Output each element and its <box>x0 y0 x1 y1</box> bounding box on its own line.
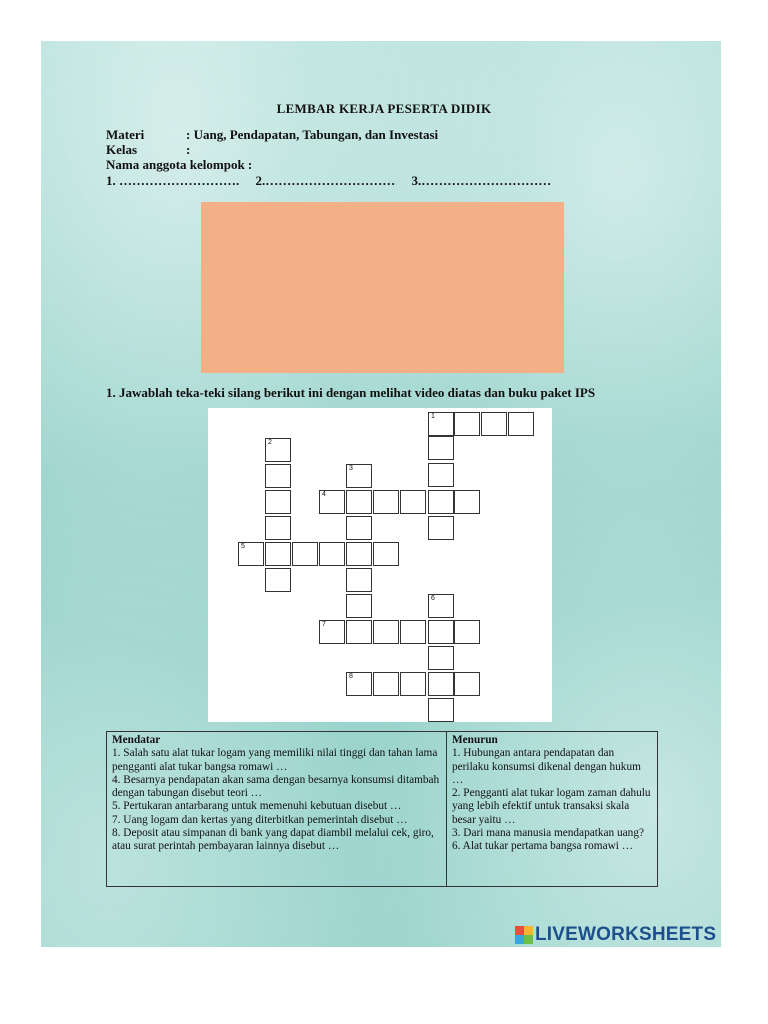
kelas-value: : <box>186 142 191 157</box>
materi-value: : Uang, Pendapatan, Tabungan, dan Investasi <box>186 127 439 142</box>
across-heading: Mendatar <box>112 734 161 746</box>
crossword-cell[interactable] <box>428 620 454 644</box>
down-clues <box>447 732 657 886</box>
members-line: 1. ………………………. 2.………………………… 3.………………………… <box>106 173 552 188</box>
question-1: 1. Jawablah teka-teki silang berikut ini dengan melihat video diatas dan buku paket IPS <box>106 385 596 400</box>
crossword-cell[interactable] <box>319 542 345 566</box>
clue-number: 5 <box>241 543 245 550</box>
clue-number: 1 <box>431 413 435 420</box>
video-placeholder[interactable] <box>201 202 564 373</box>
crossword-cell[interactable] <box>265 490 291 514</box>
crossword-cell[interactable] <box>428 672 454 696</box>
crossword-cell[interactable] <box>428 436 454 460</box>
clue-down-6: 6. Alat tukar pertama bangsa romawi … <box>452 840 634 853</box>
clue-number: 8 <box>349 673 353 680</box>
crossword-cell[interactable] <box>292 542 318 566</box>
clue-number: 4 <box>322 491 326 498</box>
clue-number: 6 <box>431 595 435 602</box>
crossword-cell[interactable] <box>428 516 454 540</box>
clue-across-5: 5. Pertukaran antarbarang untuk memenuhi kebutuan disebut … <box>112 800 402 813</box>
materi-row <box>106 127 438 143</box>
crossword-cell[interactable] <box>454 620 480 644</box>
crossword-cell[interactable] <box>346 594 372 618</box>
clue-across-7: 7. Uang logam dan kertas yang diterbitkan pemerintah disebut … <box>112 813 408 826</box>
crossword-cell[interactable] <box>428 646 454 670</box>
crossword-cell[interactable] <box>346 672 372 696</box>
crossword-cell[interactable] <box>454 672 480 696</box>
crossword-cell[interactable] <box>481 412 507 436</box>
crossword-cell[interactable] <box>265 464 291 488</box>
crossword-cell[interactable] <box>265 438 291 462</box>
crossword-cell[interactable] <box>428 490 454 514</box>
crossword-cell[interactable] <box>346 464 372 488</box>
clues-table <box>106 731 658 887</box>
crossword-cell[interactable] <box>373 490 399 514</box>
crossword-cell[interactable] <box>373 542 399 566</box>
liveworksheets-logo-icon <box>515 926 533 944</box>
anggota-label: Nama anggota kelompok : <box>106 157 253 172</box>
crossword-cell[interactable] <box>373 620 399 644</box>
kelas-row <box>106 142 190 158</box>
crossword-cell[interactable] <box>346 516 372 540</box>
logo-text: LIVEWORKSHEETS <box>535 924 717 945</box>
crossword-cell[interactable] <box>400 672 426 696</box>
materi-label: Materi <box>106 127 145 142</box>
crossword-cell[interactable] <box>238 542 264 566</box>
crossword-cell[interactable] <box>454 490 480 514</box>
crossword-cell[interactable] <box>265 516 291 540</box>
clue-down-2: 2. Pengganti alat tukar logam zaman dahulu yang lebih efektif untuk transaksi skala besar yaitu … <box>452 787 651 826</box>
liveworksheets-logo[interactable] <box>515 924 716 946</box>
clue-down-3: 3. Dari mana manusia mendapatkan uang? <box>452 827 644 840</box>
crossword-cell[interactable] <box>265 568 291 592</box>
crossword-cell[interactable] <box>454 412 480 436</box>
across-clues <box>107 732 447 886</box>
crossword-cell[interactable] <box>319 620 345 644</box>
crossword-cell[interactable] <box>346 568 372 592</box>
down-heading: Menurun <box>452 734 498 746</box>
worksheet-title: LEMBAR KERJA PESERTA DIDIK <box>276 101 492 116</box>
crossword-cell[interactable] <box>346 490 372 514</box>
crossword-cell[interactable] <box>428 594 454 618</box>
crossword-cell[interactable] <box>428 412 454 436</box>
crossword-cell[interactable] <box>508 412 534 436</box>
crossword-cell[interactable] <box>428 698 454 722</box>
crossword-cell[interactable] <box>346 542 372 566</box>
crossword-cell[interactable] <box>400 620 426 644</box>
kelas-label: Kelas <box>106 142 138 157</box>
clue-number: 2 <box>268 439 272 446</box>
clue-number: 7 <box>322 621 326 628</box>
crossword-cell[interactable] <box>428 463 454 487</box>
crossword-cell[interactable] <box>265 542 291 566</box>
crossword-cell[interactable] <box>346 620 372 644</box>
crossword-cell[interactable] <box>400 490 426 514</box>
crossword-cell[interactable] <box>373 672 399 696</box>
clue-across-1: 1. Salah satu alat tukar logam yang memiliki nilai tinggi dan tahan lama pengganti alat tukar bangsa romawi … <box>112 747 438 773</box>
clue-across-8: 8. Deposit atau simpanan di bank yang dapat diambil melalui cek, giro, atau surat perintah pembayaran lainnya disebut … <box>112 827 434 853</box>
crossword-cell[interactable] <box>319 490 345 514</box>
clue-across-4: 4. Besarnya pendapatan akan sama dengan besarnya konsumsi ditambah dengan tabungan disebut teori … <box>112 773 440 800</box>
clue-number: 3 <box>349 465 353 472</box>
clue-down-1: 1. Hubungan antara pendapatan dan perilaku konsumsi dikenal dengan hukum … <box>452 747 641 786</box>
crossword-grid <box>208 408 552 722</box>
